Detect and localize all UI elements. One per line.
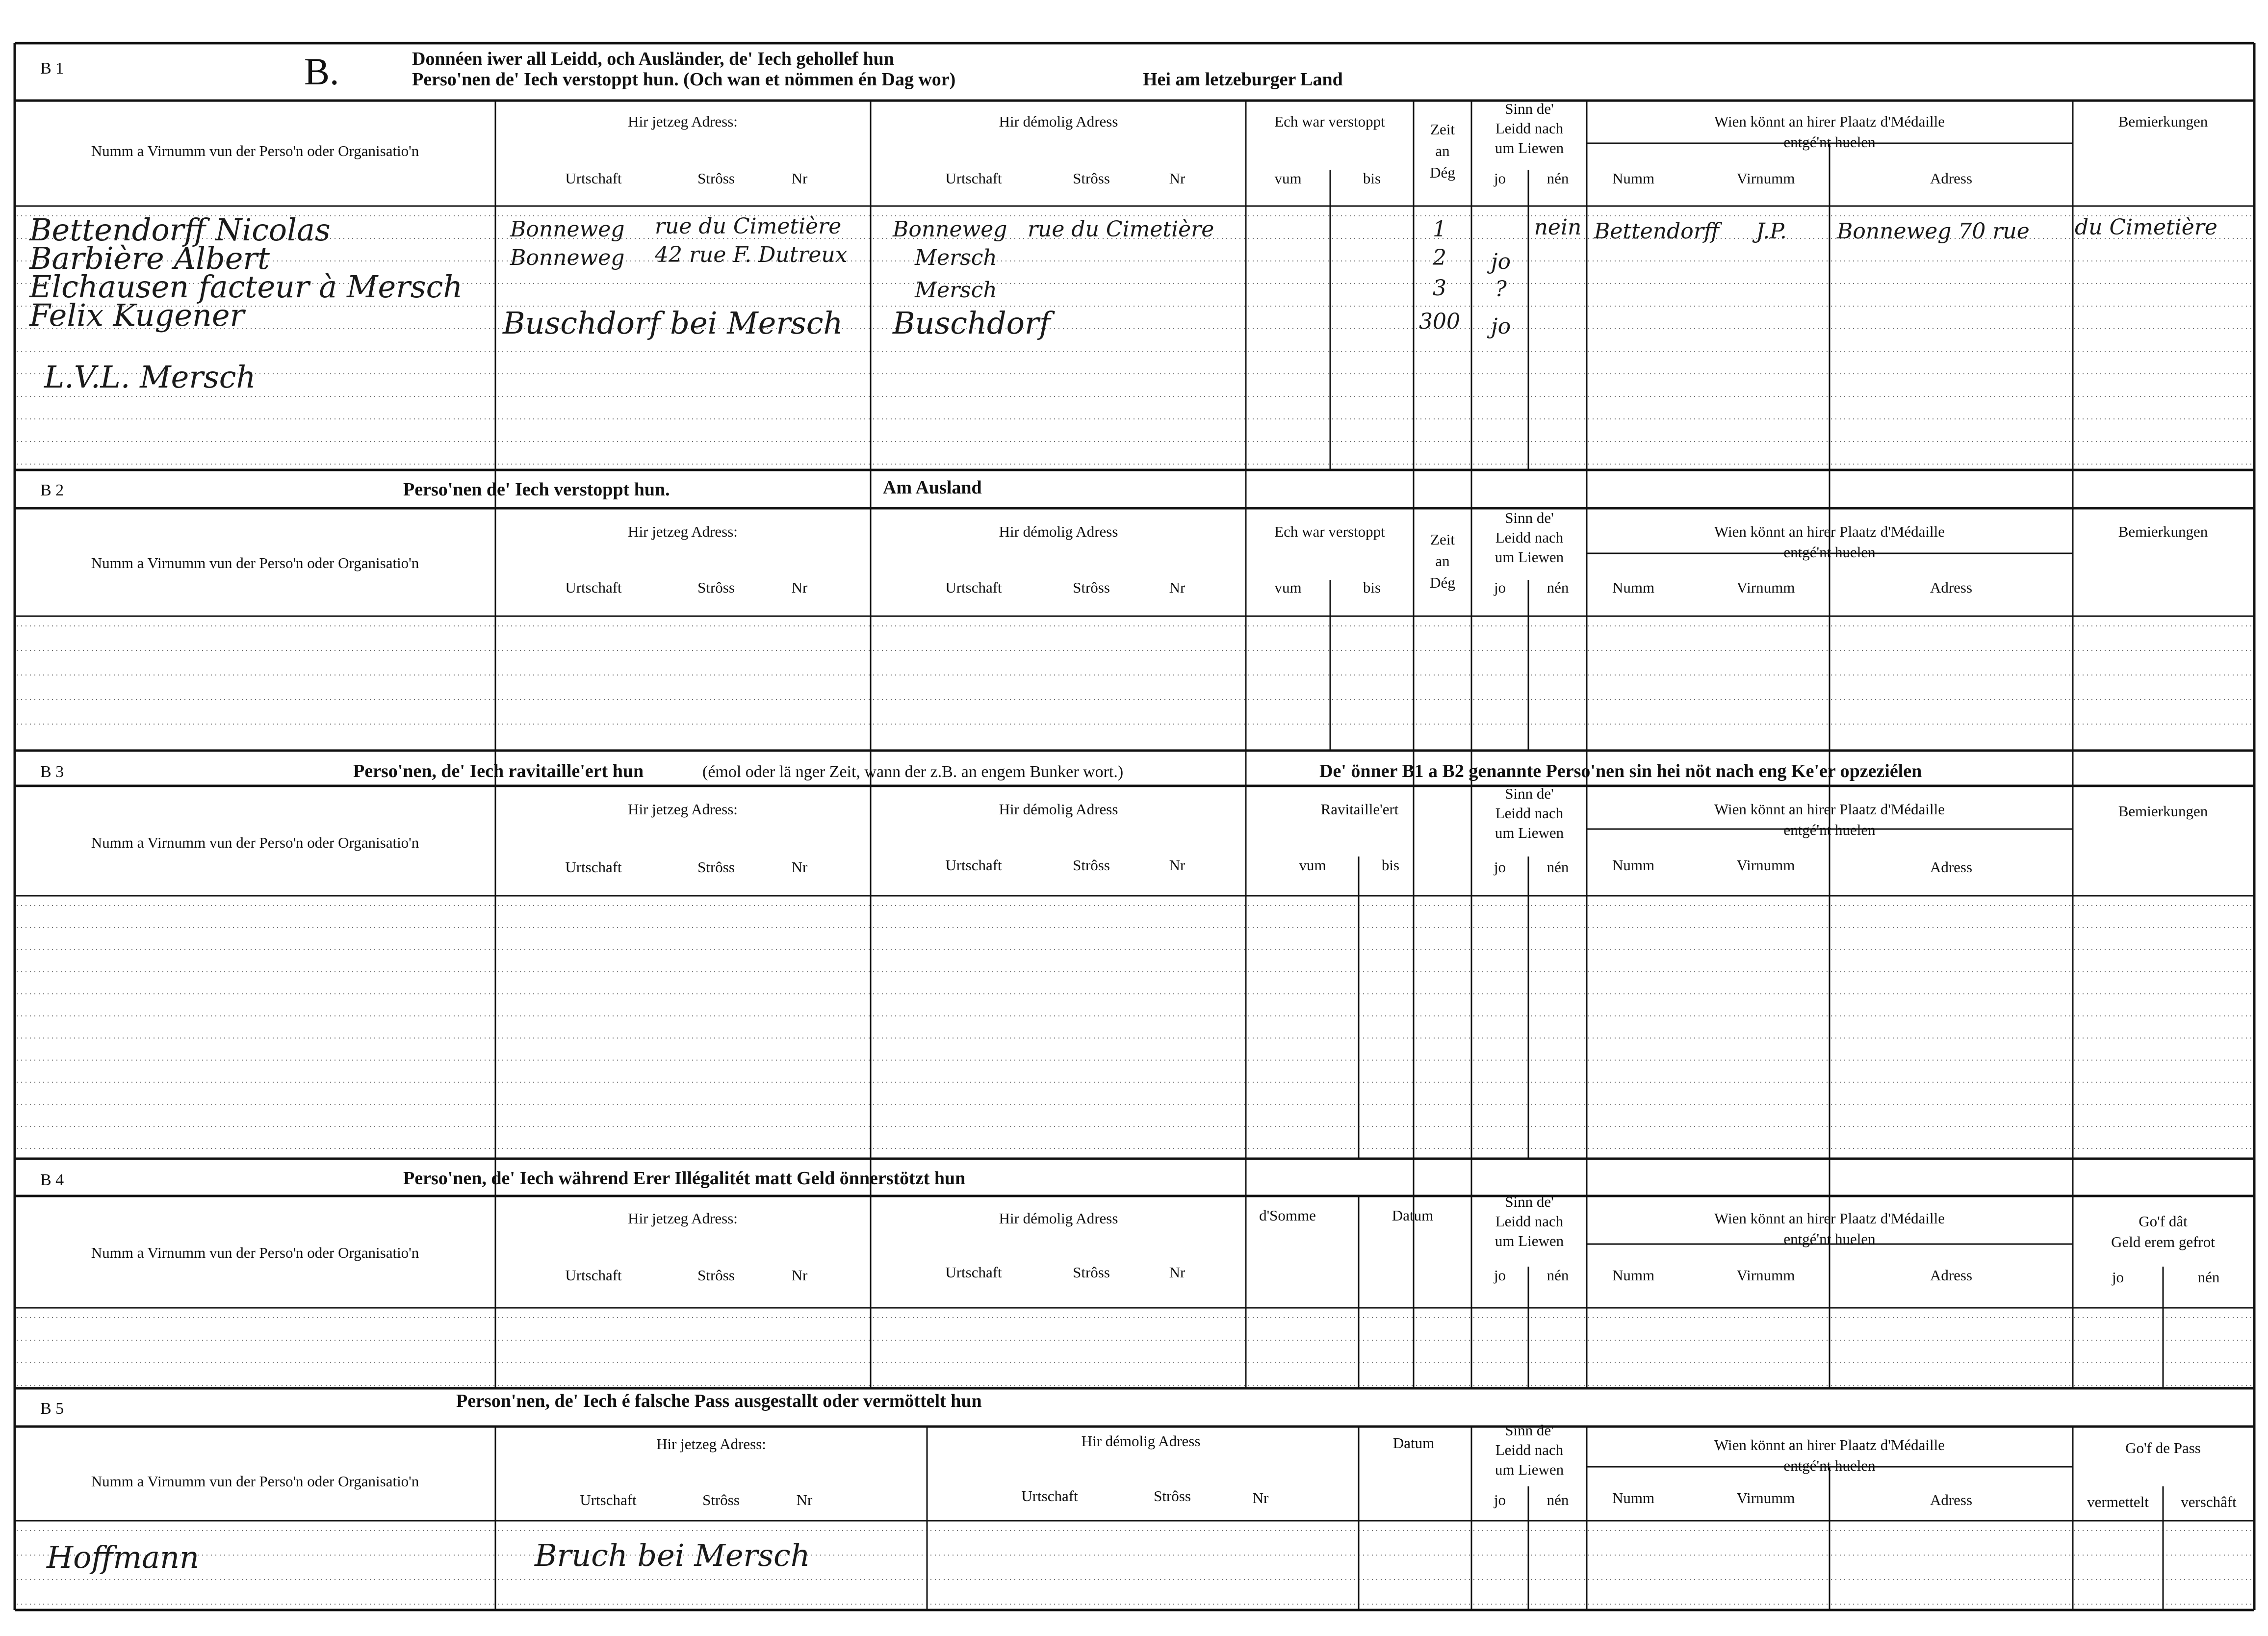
- header-surname: Numm: [1612, 1489, 1655, 1506]
- header-alive-2: Leidd nach: [1495, 529, 1564, 546]
- header-old-town: Urtschaft: [945, 1264, 1002, 1281]
- b1-row-1-remark[interactable]: du Cimetière: [2075, 215, 2217, 240]
- header-to: bis: [1381, 857, 1400, 874]
- header-procured: verschâft: [2181, 1493, 2237, 1510]
- header-mediated: vermettelt: [2087, 1493, 2149, 1510]
- header-firstname: Virnumm: [1736, 1489, 1795, 1506]
- header-alive-1: Sinn de': [1505, 1193, 1554, 1210]
- header-remarks: Bemierkungen: [2118, 523, 2208, 540]
- header-alive-2: Leidd nach: [1495, 120, 1564, 137]
- b1-row-3-name[interactable]: Elchausen facteur à Mersch: [29, 269, 463, 305]
- header-old-nr: Nr: [1252, 1489, 1269, 1506]
- header-street: Strôss: [697, 170, 735, 187]
- b1-row-5-name[interactable]: L.V.L. Mersch: [44, 359, 256, 395]
- header-alive-2: Leidd nach: [1495, 1213, 1564, 1230]
- header-old-town: Urtschaft: [1021, 1487, 1078, 1505]
- header-time-1: Zeit: [1430, 121, 1455, 138]
- header-old-town: Urtschaft: [945, 857, 1002, 874]
- header-town: Urtschaft: [565, 170, 622, 187]
- header-old-street: Strôss: [1073, 1264, 1110, 1281]
- header-old-street: Strôss: [1073, 579, 1110, 596]
- header-yes: jo: [2112, 1269, 2124, 1286]
- header-name: Numm a Virnumm vun der Perso'n oder Organisatio'n: [91, 554, 419, 571]
- header-former-address: Hir démolig Adress: [999, 1210, 1118, 1227]
- header-firstname: Virnumm: [1736, 579, 1795, 596]
- header-town: Urtschaft: [565, 1267, 622, 1284]
- header-time-2: an: [1435, 142, 1450, 159]
- header-old-town: Urtschaft: [945, 170, 1002, 187]
- header-pass: Go'f de Pass: [2125, 1439, 2201, 1456]
- b1-row-2-days[interactable]: 2: [1433, 245, 1446, 270]
- header-name: Numm a Virnumm vun der Perso'n oder Organisatio'n: [91, 834, 419, 851]
- header-yes: jo: [1494, 1267, 1506, 1284]
- b1-row-2-old-town[interactable]: Mersch: [915, 245, 997, 270]
- b1-title: Donnéen iwer all Leidd, och Ausländer, de' Iech gehollef hun: [412, 49, 894, 69]
- header-alive-1: Sinn de': [1505, 1422, 1554, 1439]
- header-street: Strôss: [702, 1491, 740, 1508]
- b1-row-3-old-town[interactable]: Mersch: [915, 278, 997, 303]
- header-old-nr: Nr: [1169, 170, 1186, 187]
- b1-row-1-old-town[interactable]: Bonneweg: [893, 217, 1007, 242]
- header-old-street: Strôss: [1073, 170, 1110, 187]
- header-no: nén: [1546, 858, 1569, 876]
- b5-code: B 5: [40, 1400, 64, 1418]
- b3-code: B 3: [40, 763, 64, 781]
- b1-row-1-old-street[interactable]: rue du Cimetière: [1028, 217, 1214, 242]
- b5-row-1-town[interactable]: Bruch bei Mersch: [535, 1537, 810, 1573]
- b5-entries: [46, 1537, 810, 1575]
- b1-row-1-name[interactable]: Bettendorff Nicolas: [29, 212, 331, 248]
- header-current-address: Hir jetzeg Adress:: [656, 1435, 766, 1453]
- b1-row-1-no[interactable]: nein: [1534, 215, 1582, 240]
- header-medal-1: Wien könnt an hirer Plaatz d'Médaille: [1714, 1210, 1945, 1227]
- header-former-address: Hir démolig Adress: [999, 801, 1118, 818]
- header-alive-1: Sinn de': [1505, 100, 1554, 117]
- header-old-nr: Nr: [1169, 857, 1186, 874]
- header-alive-1: Sinn de': [1505, 509, 1554, 526]
- b3-note: (émol oder lä nger Zeit, wann der z.B. an engem Bunker wort.): [702, 763, 1124, 781]
- b1-row-1-medal-name[interactable]: Bettendorff: [1594, 219, 1719, 244]
- b1-row-3-days[interactable]: 3: [1433, 276, 1446, 301]
- header-money-1: Go'f dât: [2139, 1213, 2188, 1230]
- b1-row-4-days[interactable]: 300: [1419, 309, 1460, 334]
- b1-row-2-name[interactable]: Barbière Albert: [29, 240, 270, 276]
- header-medal-1: Wien könnt an hirer Plaatz d'Médaille: [1714, 1436, 1945, 1454]
- header-firstname: Virnumm: [1736, 170, 1795, 187]
- header-alive-2: Leidd nach: [1495, 1441, 1564, 1458]
- header-hidden: Ech war verstoppt: [1274, 523, 1385, 540]
- b5-row-1-name[interactable]: Hoffmann: [47, 1539, 199, 1575]
- b4-title: Perso'nen, de' Iech während Erer Illégalitét matt Geld önnerstötzt hun: [403, 1168, 966, 1189]
- b1-row-2-town[interactable]: Bonneweg: [510, 245, 625, 270]
- header-surname: Numm: [1612, 579, 1655, 596]
- b5-column-rules: [495, 1427, 2163, 1610]
- header-from: vum: [1299, 857, 1326, 874]
- b1-code: B 1: [40, 59, 64, 78]
- header-medal-1: Wien könnt an hirer Plaatz d'Médaille: [1714, 523, 1945, 540]
- header-alive-1: Sinn de': [1505, 785, 1554, 802]
- header-no: nén: [1546, 1267, 1569, 1284]
- header-medal-2: entgé'nt huelen: [1783, 544, 1876, 561]
- header-from: vum: [1274, 579, 1302, 596]
- header-old-nr: Nr: [1169, 579, 1186, 596]
- header-yes: jo: [1494, 858, 1506, 876]
- header-hidden: Ech war verstoppt: [1274, 113, 1385, 130]
- header-surname: Numm: [1612, 170, 1655, 187]
- header-nr: Nr: [791, 1267, 808, 1284]
- header-time-3: Dég: [1430, 164, 1455, 181]
- header-medal-2: entgé'nt huelen: [1783, 1457, 1876, 1474]
- header-time-1: Zeit: [1430, 531, 1455, 548]
- b1-row-1-medal-address[interactable]: Bonneweg 70 rue: [1837, 219, 2030, 244]
- header-alive-3: um Liewen: [1495, 139, 1564, 156]
- b1-row-2-street[interactable]: 42 rue F. Dutreux: [655, 242, 848, 267]
- b1-entries: [29, 212, 2217, 395]
- header-nr: Nr: [791, 858, 808, 876]
- header-old-street: Strôss: [1073, 857, 1110, 874]
- header-street: Strôss: [697, 1267, 735, 1284]
- header-surname: Numm: [1612, 1267, 1655, 1284]
- b1-row-1-days[interactable]: 1: [1433, 217, 1446, 242]
- header-address: Adress: [1930, 858, 1973, 876]
- header-name: Numm a Virnumm vun der Perso'n oder Organisatio'n: [91, 1244, 419, 1261]
- header-old-street: Strôss: [1154, 1487, 1191, 1505]
- header-old-town: Urtschaft: [945, 579, 1002, 596]
- header-medal-1: Wien könnt an hirer Plaatz d'Médaille: [1714, 801, 1945, 818]
- header-alive-3: um Liewen: [1495, 1461, 1564, 1478]
- header-medal-2: entgé'nt huelen: [1783, 133, 1876, 151]
- b2-code: B 2: [40, 481, 64, 499]
- header-yes: jo: [1494, 579, 1506, 596]
- header-current-address: Hir jetzeg Adress:: [628, 113, 738, 130]
- header-alive-2: Leidd nach: [1495, 805, 1564, 822]
- header-time-3: Dég: [1430, 574, 1455, 591]
- header-no: nén: [1546, 1491, 1569, 1508]
- header-firstname: Virnumm: [1736, 857, 1795, 874]
- header-supplied: Ravitaille'ert: [1320, 801, 1399, 818]
- b1-row-1-medal-firstname[interactable]: J.P.: [1756, 219, 1787, 244]
- b3-note-2: De' önner B1 a B2 genannte Perso'nen sin hei nöt nach eng Ke'er opzeziélen: [1319, 761, 1922, 781]
- header-town: Urtschaft: [580, 1491, 637, 1508]
- b1-row-4-town[interactable]: Buschdorf bei Mersch: [503, 305, 843, 341]
- header-street: Strôss: [697, 579, 735, 596]
- header-surname: Numm: [1612, 857, 1655, 874]
- header-yes: jo: [1494, 1491, 1506, 1508]
- header-no: nén: [1546, 170, 1569, 187]
- b1-row-4-name[interactable]: Felix Kugener: [29, 297, 245, 333]
- header-nr: Nr: [796, 1491, 813, 1508]
- header-medal-2: entgé'nt huelen: [1783, 1230, 1876, 1247]
- header-current-address: Hir jetzeg Adress:: [628, 523, 738, 540]
- header-current-address: Hir jetzeg Adress:: [628, 1210, 738, 1227]
- header-former-address: Hir démolig Adress: [999, 523, 1118, 540]
- header-street: Strôss: [697, 858, 735, 876]
- header-nr: Nr: [791, 170, 808, 187]
- header-to: bis: [1363, 170, 1381, 187]
- writing-lines: [17, 216, 2252, 1604]
- b1-row-1-street[interactable]: rue du Cimetière: [655, 214, 842, 239]
- header-firstname: Virnumm: [1736, 1267, 1795, 1284]
- b1-letter: B.: [304, 50, 339, 93]
- b1-region: Hei am letzeburger Land: [1143, 69, 1343, 90]
- b1-row-3-yes[interactable]: ?: [1495, 277, 1507, 302]
- b1-row-4-yes[interactable]: jo: [1491, 314, 1511, 339]
- header-medal-1: Wien könnt an hirer Plaatz d'Médaille: [1714, 113, 1945, 130]
- header-sum: d'Somme: [1259, 1207, 1316, 1224]
- header-no: nén: [2197, 1269, 2220, 1286]
- b3-column-headers: [91, 785, 2208, 876]
- header-former-address: Hir démolig Adress: [1081, 1432, 1201, 1450]
- header-alive-3: um Liewen: [1495, 1232, 1564, 1249]
- header-rules: [15, 143, 2254, 1521]
- header-former-address: Hir démolig Adress: [999, 113, 1118, 130]
- b3-title: Perso'nen, de' Iech ravitaille'ert hun: [353, 761, 644, 781]
- b2-region: Am Ausland: [883, 477, 982, 498]
- b5-title: Person'nen, de' Iech é falsche Pass ausgestallt oder vermöttelt hun: [456, 1391, 982, 1411]
- header-to: bis: [1363, 579, 1381, 596]
- header-time-2: an: [1435, 552, 1450, 570]
- header-remarks: Bemierkungen: [2118, 803, 2208, 820]
- header-address: Adress: [1930, 1267, 1973, 1284]
- header-address: Adress: [1930, 170, 1973, 187]
- b4-column-headers: [91, 1193, 2220, 1286]
- header-town: Urtschaft: [565, 579, 622, 596]
- header-alive-3: um Liewen: [1495, 548, 1564, 566]
- header-name: Numm a Virnumm vun der Perso'n oder Organisatio'n: [91, 142, 419, 159]
- b2-title: Perso'nen de' Iech verstoppt hun.: [403, 479, 670, 500]
- header-date: Datum: [1392, 1207, 1434, 1224]
- header-medal-2: entgé'nt huelen: [1783, 821, 1876, 838]
- b4-code: B 4: [40, 1171, 64, 1189]
- b1-row-2-yes[interactable]: jo: [1491, 249, 1511, 274]
- header-address: Adress: [1930, 1491, 1973, 1508]
- header-from: vum: [1274, 170, 1302, 187]
- header-date: Datum: [1392, 1434, 1435, 1452]
- header-address: Adress: [1930, 579, 1973, 596]
- header-name: Numm a Virnumm vun der Perso'n oder Organisatio'n: [91, 1473, 419, 1490]
- header-alive-3: um Liewen: [1495, 824, 1564, 841]
- header-yes: jo: [1494, 170, 1506, 187]
- header-old-nr: Nr: [1169, 1264, 1186, 1281]
- b1-subtitle: Perso'nen de' Iech verstoppt hun. (Och wan et nömmen én Dag wor): [412, 69, 956, 90]
- b1-row-4-old-town[interactable]: Buschdorf: [893, 305, 1051, 341]
- header-town: Urtschaft: [565, 858, 622, 876]
- header-remarks: Bemierkungen: [2118, 113, 2208, 130]
- header-no: nén: [1546, 579, 1569, 596]
- header-money-2: Geld erem gefrot: [2111, 1233, 2215, 1250]
- b1-row-1-town[interactable]: Bonneweg: [510, 217, 625, 242]
- header-nr: Nr: [791, 579, 808, 596]
- header-current-address: Hir jetzeg Adress:: [628, 801, 738, 818]
